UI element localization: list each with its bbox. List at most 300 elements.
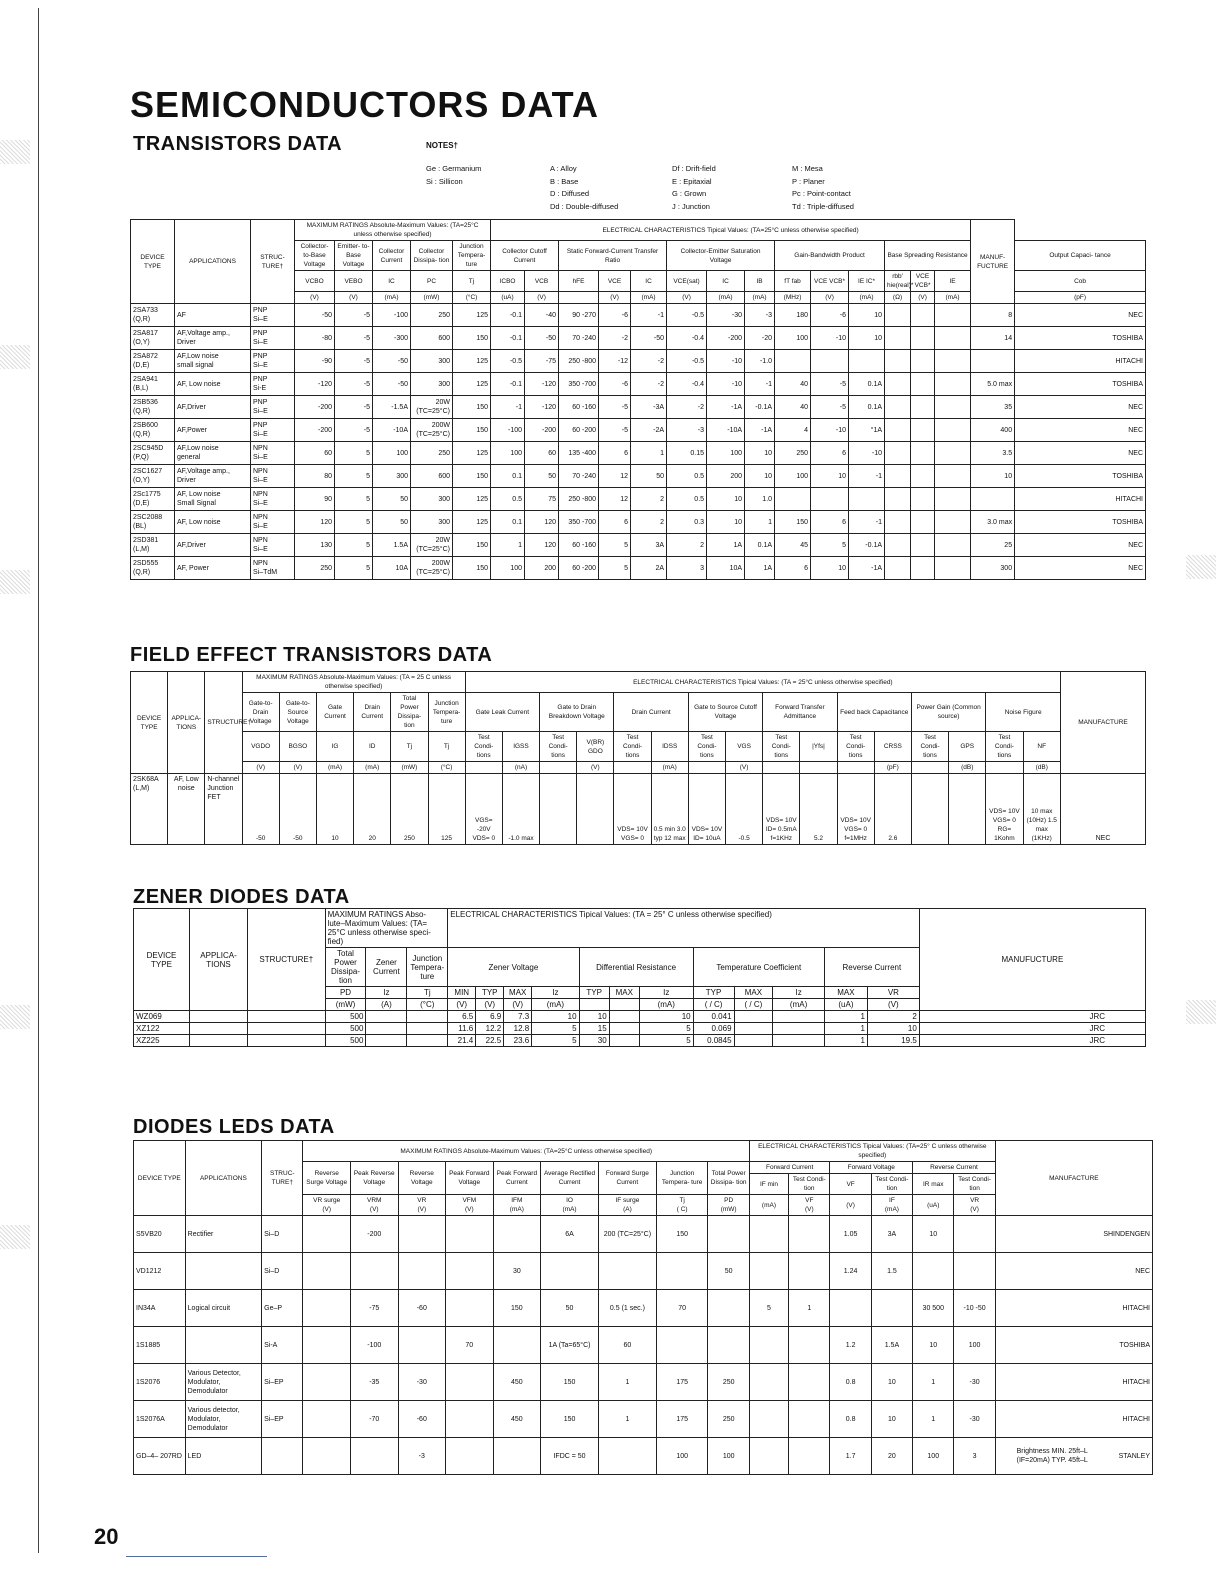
application: AF, Low noise: [177, 491, 221, 498]
note-entry: A : Alloy: [550, 164, 577, 173]
polarity: NPN: [253, 537, 268, 544]
table-cell: 10: [913, 1327, 954, 1364]
table-cell: [775, 350, 811, 373]
table-row: [131, 488, 1146, 511]
table-cell: [811, 488, 849, 511]
table-cell: 450: [493, 1364, 541, 1401]
table-cell: [775, 488, 811, 511]
table-cell: (mA): [532, 999, 579, 1011]
symbol: VFM: [462, 1197, 477, 1204]
table-cell: MAX: [824, 987, 867, 999]
table-cell: -10: [707, 373, 745, 396]
table-cell: STRUCTURE†: [205, 672, 242, 774]
applications-cell: [175, 350, 251, 373]
table-cell: IE IC*: [849, 271, 885, 292]
table-cell: Peak Reverse Voltage: [350, 1162, 398, 1195]
table-cell: 2A: [631, 557, 667, 580]
table-cell: [935, 511, 971, 534]
manufacturer-cell: [995, 1327, 1152, 1364]
table-cell: VCB: [525, 271, 559, 292]
table-cell: 20W (TC=25°C): [411, 534, 453, 557]
table-cell: [749, 1401, 788, 1438]
table-row: [134, 1364, 1153, 1401]
table-cell: Zener Voltage: [448, 948, 579, 987]
table-cell: [493, 1438, 541, 1475]
table-cell: -50: [295, 304, 335, 327]
table-cell: -1: [849, 465, 885, 488]
table-cell: APPLICA- TIONS: [168, 672, 205, 774]
table-cell: 12.2: [476, 1023, 504, 1035]
table-cell: 175: [656, 1364, 708, 1401]
manufacturer-cell: [995, 1364, 1152, 1401]
table-cell: 2: [867, 1011, 919, 1023]
application: AF, Power: [177, 564, 209, 572]
table-cell: [656, 1327, 708, 1364]
table-cell: [407, 1011, 448, 1023]
table-cell: [366, 1035, 407, 1047]
table-cell: 10A: [373, 557, 411, 580]
table-cell: [885, 350, 911, 373]
symbol-row: [131, 732, 1146, 762]
table-cell: [971, 488, 1015, 511]
table-cell: -70: [350, 1401, 398, 1438]
table-row: [134, 1023, 1146, 1035]
manufacturer-cell: NEC: [1061, 774, 1146, 845]
fet-heading: FIELD EFFECT TRANSISTORS DATA: [130, 644, 493, 666]
table-cell: 0.5: [491, 488, 525, 511]
table-cell: DEVICE TYPE: [131, 220, 175, 304]
manufacturer: HITACHI: [1122, 1415, 1150, 1423]
table-cell: (uA): [824, 999, 867, 1011]
table-cell: 3: [954, 1438, 995, 1475]
table-cell: 0.3: [667, 511, 707, 534]
table-cell: [749, 1438, 788, 1475]
table-cell: Gate Leak Current: [465, 693, 539, 732]
table-cell: 300: [411, 350, 453, 373]
table-cell: (°C): [407, 999, 448, 1011]
device-grade: (L,M): [133, 785, 150, 792]
table-cell: [837, 762, 874, 774]
applications-cell: [175, 511, 251, 534]
device-type: 2SK68A: [133, 776, 159, 783]
table-cell: 5: [639, 1035, 693, 1047]
manufacturer: HITACHI: [1122, 1378, 1150, 1386]
table-cell: 12: [599, 488, 631, 511]
table-cell: [189, 1011, 247, 1023]
table-cell: Reverse Voltage: [398, 1162, 446, 1195]
table-cell: Tj: [391, 732, 428, 762]
table-cell: [398, 1253, 446, 1290]
device-grade: (D,E): [133, 362, 150, 369]
table-cell: 0.8: [830, 1364, 871, 1401]
table-cell: Forward Transfer Admittance: [763, 693, 837, 732]
table-cell: (nA): [502, 762, 539, 774]
table-cell: 0.1A: [849, 396, 885, 419]
application: AF,Driver: [177, 403, 206, 411]
table-cell: -5: [335, 396, 373, 419]
manufacturer-cell: NEC: [1015, 396, 1146, 419]
table-cell: -30: [954, 1401, 995, 1438]
table-row: [134, 1253, 1153, 1290]
structure-cell: Ge–P: [262, 1290, 303, 1327]
table-cell: 10: [849, 327, 885, 350]
table-cell: VDS= 10V VGS= 0: [614, 774, 651, 845]
table-cell: Iz: [366, 987, 407, 999]
table-cell: 20W (TC=25°C): [411, 396, 453, 419]
table-cell: MAXIMUM RATINGS Absolute-Maximum Values: (TA = 25 C unless otherwise specified): [242, 672, 465, 693]
table-cell: 350 -700: [559, 373, 599, 396]
table-cell: 5: [811, 534, 849, 557]
table-cell: 1: [824, 1035, 867, 1047]
device-type: 2SB600: [133, 422, 158, 429]
structure: Si–TdM: [253, 569, 278, 576]
table-cell: [407, 1035, 448, 1047]
table-cell: -5: [811, 396, 849, 419]
table-row: [131, 774, 1146, 845]
device-type-cell: XZ225: [134, 1035, 190, 1047]
table-cell: [911, 419, 935, 442]
table-cell: 70 -240: [559, 465, 599, 488]
table-cell: [911, 327, 935, 350]
table-cell: MAX: [504, 987, 532, 999]
structure-cell: [251, 511, 295, 534]
table-cell: Differential Resistance: [579, 948, 693, 987]
table-cell: Feed back Capacitance: [837, 693, 911, 732]
table-cell: 5: [749, 1290, 788, 1327]
table-cell: -30: [398, 1364, 446, 1401]
table-cell: 10: [849, 304, 885, 327]
brightness-note: Brightness MIN. 25ft–L (IF=20mA) TYP. 45ft–L: [1016, 1448, 1088, 1464]
table-cell: -75: [350, 1290, 398, 1327]
table-cell: VCE: [599, 271, 631, 292]
applications-cell: [175, 396, 251, 419]
structure-cell: N-channel Junction FET: [205, 774, 242, 845]
table-cell: 12: [599, 465, 631, 488]
table-cell: [773, 1035, 825, 1047]
device-grade: (B,L): [133, 385, 149, 392]
table-cell: 30: [493, 1253, 541, 1290]
table-cell: -1: [745, 373, 775, 396]
table-cell: Iz: [773, 987, 825, 999]
table-cell: [248, 1011, 325, 1023]
table-cell: [773, 1023, 825, 1035]
table-cell: [656, 1253, 708, 1290]
structure: Si–E: [253, 523, 268, 530]
table-cell: 10: [745, 465, 775, 488]
table-cell: 300: [411, 511, 453, 534]
application: AF,Low noise: [177, 445, 219, 452]
table-cell: 120: [525, 511, 559, 534]
structure: Si–E: [253, 316, 268, 323]
table-cell: 135 -400: [559, 442, 599, 465]
symbol: VR: [970, 1197, 980, 1204]
table-cell: fT fab: [775, 271, 811, 292]
table-cell: 600: [411, 465, 453, 488]
table-cell: -35: [350, 1364, 398, 1401]
table-cell: 50: [631, 465, 667, 488]
table-cell: [885, 557, 911, 580]
table-cell: -10: [707, 350, 745, 373]
table-cell: -10: [849, 442, 885, 465]
device-grade: (L,M): [133, 546, 150, 553]
polarity: PNP: [253, 353, 268, 360]
table-cell: 1.7: [830, 1438, 871, 1475]
table-cell: Peak Forward Voltage: [446, 1162, 494, 1195]
table-cell: 150: [453, 534, 491, 557]
table-cell: 500: [325, 1023, 366, 1035]
table-cell: (V): [577, 762, 614, 774]
table-cell: 10: [316, 774, 353, 845]
structure-cell: Si-A: [262, 1327, 303, 1364]
table-cell: -3: [745, 304, 775, 327]
application: AF,Voltage amp.,: [177, 468, 230, 475]
table-cell: -90: [295, 350, 335, 373]
header-row: [131, 693, 1146, 732]
structure-cell: [251, 350, 295, 373]
table-row: [134, 1290, 1153, 1327]
structure: Si-E: [253, 385, 267, 392]
table-cell: (V): [525, 292, 559, 304]
table-cell: 50: [373, 511, 411, 534]
table-cell: Test Condi- tion: [789, 1174, 830, 1195]
table-cell: (V): [667, 292, 707, 304]
device-type-cell: [131, 442, 175, 465]
unit: (V): [369, 1206, 379, 1213]
table-cell: 70: [446, 1327, 494, 1364]
table-cell: APPLICA- TIONS: [189, 909, 247, 1011]
table-cell: 10: [871, 1401, 912, 1438]
table-cell: Gain-Bandwidth Product: [775, 241, 885, 271]
table-cell: TYP: [579, 987, 609, 999]
structure-cell: [251, 419, 295, 442]
table-cell: Test Condi- tions: [465, 732, 502, 762]
table-cell: 150: [453, 396, 491, 419]
table-cell: 450: [493, 1401, 541, 1438]
table-cell: [911, 396, 935, 419]
table-cell: 19.5: [867, 1035, 919, 1047]
table-cell: Output Capaci- tance: [1015, 241, 1146, 271]
table-cell: [579, 999, 609, 1011]
table-cell: -10: [811, 327, 849, 350]
symbol-cell: [493, 1195, 541, 1216]
table-cell: -100: [373, 304, 411, 327]
table-cell: 130: [295, 534, 335, 557]
table-cell: -10: [811, 419, 849, 442]
table-cell: 1.5: [871, 1253, 912, 1290]
table-cell: -30: [954, 1364, 995, 1401]
table-cell: 300: [373, 465, 411, 488]
table-cell: [935, 350, 971, 373]
table-cell: 0.041: [693, 1011, 734, 1023]
table-cell: Test Condi- tions: [614, 732, 651, 762]
applications-cell: [175, 327, 251, 350]
table-cell: [303, 1216, 351, 1253]
table-cell: -6: [811, 304, 849, 327]
device-type-cell: [131, 465, 175, 488]
table-cell: -3A: [631, 396, 667, 419]
table-cell: IG: [316, 732, 353, 762]
table-cell: [954, 1216, 995, 1253]
scan-artifact: [1186, 1000, 1216, 1024]
table-cell: [849, 350, 885, 373]
manufacturer: STANLEY: [1118, 1452, 1150, 1460]
table-cell: -200: [295, 419, 335, 442]
table-cell: 1A: [707, 534, 745, 557]
table-cell: 1: [631, 442, 667, 465]
table-cell: -50: [525, 327, 559, 350]
table-cell: ELECTRICAL CHARACTERISTICS Tipical Values: (TA = 25° C unless otherwise specified): [448, 909, 920, 948]
table-cell: -0.1A: [745, 396, 775, 419]
structure: Si–E: [253, 408, 268, 415]
structure: Si–E: [253, 431, 268, 438]
table-cell: 1A: [745, 557, 775, 580]
table-cell: [911, 557, 935, 580]
polarity: NPN: [253, 514, 268, 521]
table-cell: -2A: [631, 419, 667, 442]
table-cell: (mA): [935, 292, 971, 304]
table-cell: 45: [775, 534, 811, 557]
device-grade: (Q,R): [133, 408, 151, 415]
table-cell: -80: [295, 327, 335, 350]
table-cell: IC: [373, 271, 411, 292]
table-cell: IC: [631, 271, 667, 292]
table-cell: 10: [707, 488, 745, 511]
table-cell: 21.4: [448, 1035, 476, 1047]
table-cell: VDS= 10V VGS= 0 RG= 1Kohm: [986, 774, 1023, 845]
note-entry: M : Mesa: [792, 164, 823, 173]
structure-cell: [262, 1438, 303, 1475]
polarity: PNP: [253, 330, 268, 337]
table-cell: Reverse Current: [913, 1162, 996, 1174]
table-cell: [885, 327, 911, 350]
application: AF,Driver: [177, 541, 206, 549]
table-cell: 3A: [631, 534, 667, 557]
table-cell: -2: [599, 327, 631, 350]
manufacturer-cell: TOSHIBA: [1015, 465, 1146, 488]
table-cell: 0.5 min 3.0 typ 12 max: [651, 774, 688, 845]
table-cell: 125: [453, 511, 491, 534]
table-cell: TYP: [476, 987, 504, 999]
table-cell: (mW): [411, 292, 453, 304]
table-cell: -0.1: [491, 304, 525, 327]
table-cell: 60: [525, 442, 559, 465]
symbol: VR: [417, 1197, 427, 1204]
applications-cell: [175, 465, 251, 488]
device-grade: (P,Q): [133, 454, 149, 461]
table-cell: Gate to Drain Breakdown Voltage: [540, 693, 614, 732]
device-grade: (O,Y): [133, 339, 150, 346]
table-cell: 200W (TC=25°C): [411, 419, 453, 442]
table-cell: [789, 1438, 830, 1475]
table-row: [131, 304, 1146, 327]
table-cell: [350, 1438, 398, 1475]
table-cell: 1.5A: [871, 1327, 912, 1364]
table-cell: 0.1: [491, 511, 525, 534]
scan-artifact: [1186, 555, 1216, 579]
table-cell: -100: [491, 419, 525, 442]
table-cell: ID: [354, 732, 391, 762]
table-cell: 1.24: [830, 1253, 871, 1290]
table-cell: -0.5: [667, 350, 707, 373]
table-cell: (mA): [773, 999, 825, 1011]
note-entry: Ge : Germanium: [426, 164, 482, 173]
table-cell: 40: [775, 396, 811, 419]
unit: (V): [846, 1201, 855, 1209]
table-cell: 500: [325, 1035, 366, 1047]
applications-cell: [175, 534, 251, 557]
table-cell: 6A: [541, 1216, 599, 1253]
zener-table: [133, 908, 1146, 1047]
table-cell: 14: [971, 327, 1015, 350]
table-cell: 20: [871, 1438, 912, 1475]
symbol: VF: [805, 1197, 814, 1204]
table-cell: 3.5: [971, 442, 1015, 465]
application: AF,Low noise: [177, 353, 219, 360]
note-entry: Dd : Double-diffused: [550, 201, 619, 211]
table-cell: [541, 1253, 599, 1290]
table-cell: [577, 774, 614, 845]
table-cell: (V): [726, 762, 763, 774]
manufacturer-cell: [995, 1253, 1152, 1290]
table-cell: V(BR) GDO: [577, 732, 614, 762]
structure: Si–E: [253, 500, 268, 507]
device-type-cell: [131, 327, 175, 350]
table-cell: [446, 1364, 494, 1401]
table-cell: Reverse Current: [824, 948, 919, 987]
table-cell: [885, 396, 911, 419]
table-cell: Gate-to- Source Voltage: [279, 693, 316, 732]
table-cell: [734, 1035, 773, 1047]
applications-cell: AF, Low noise: [168, 774, 205, 845]
table-cell: MIN: [448, 987, 476, 999]
table-cell: VEBO: [335, 271, 373, 292]
table-cell: 150: [453, 465, 491, 488]
table-row: [131, 327, 1146, 350]
table-cell: Test Condi- tion: [871, 1174, 912, 1195]
symbol: IF surge: [615, 1197, 640, 1204]
table-cell: (dB): [949, 762, 986, 774]
table-cell: 100: [913, 1438, 954, 1475]
table-cell: 2: [631, 488, 667, 511]
table-cell: [446, 1216, 494, 1253]
table-cell: 1: [745, 511, 775, 534]
device-grade: (Q,R): [133, 569, 151, 576]
table-cell: [789, 1401, 830, 1438]
table-cell: (mA): [745, 292, 775, 304]
device-type: 2SD555: [133, 560, 159, 567]
table-cell: [609, 1023, 639, 1035]
table-cell: [911, 442, 935, 465]
table-cell: 50: [373, 488, 411, 511]
table-cell: 1: [491, 534, 525, 557]
unit: (V): [464, 1206, 474, 1213]
note-entry: D : Diffused: [550, 189, 590, 198]
table-cell: VGDO: [242, 732, 279, 762]
table-cell: 10: [811, 557, 849, 580]
table-cell: IE: [935, 271, 971, 292]
unit: (mA): [562, 1206, 577, 1213]
device-type-cell: [131, 774, 168, 845]
table-cell: -0.1: [491, 373, 525, 396]
table-cell: Average Rectified Current: [541, 1162, 599, 1195]
table-cell: 0.069: [693, 1023, 734, 1035]
table-cell: [398, 1216, 446, 1253]
diodes-table: [133, 1140, 1153, 1475]
table-cell: 25: [971, 534, 1015, 557]
table-cell: Total Power Dissipa- tion: [708, 1162, 749, 1195]
unit: (mA): [761, 1201, 777, 1209]
device-type: 2SA941: [133, 376, 158, 383]
